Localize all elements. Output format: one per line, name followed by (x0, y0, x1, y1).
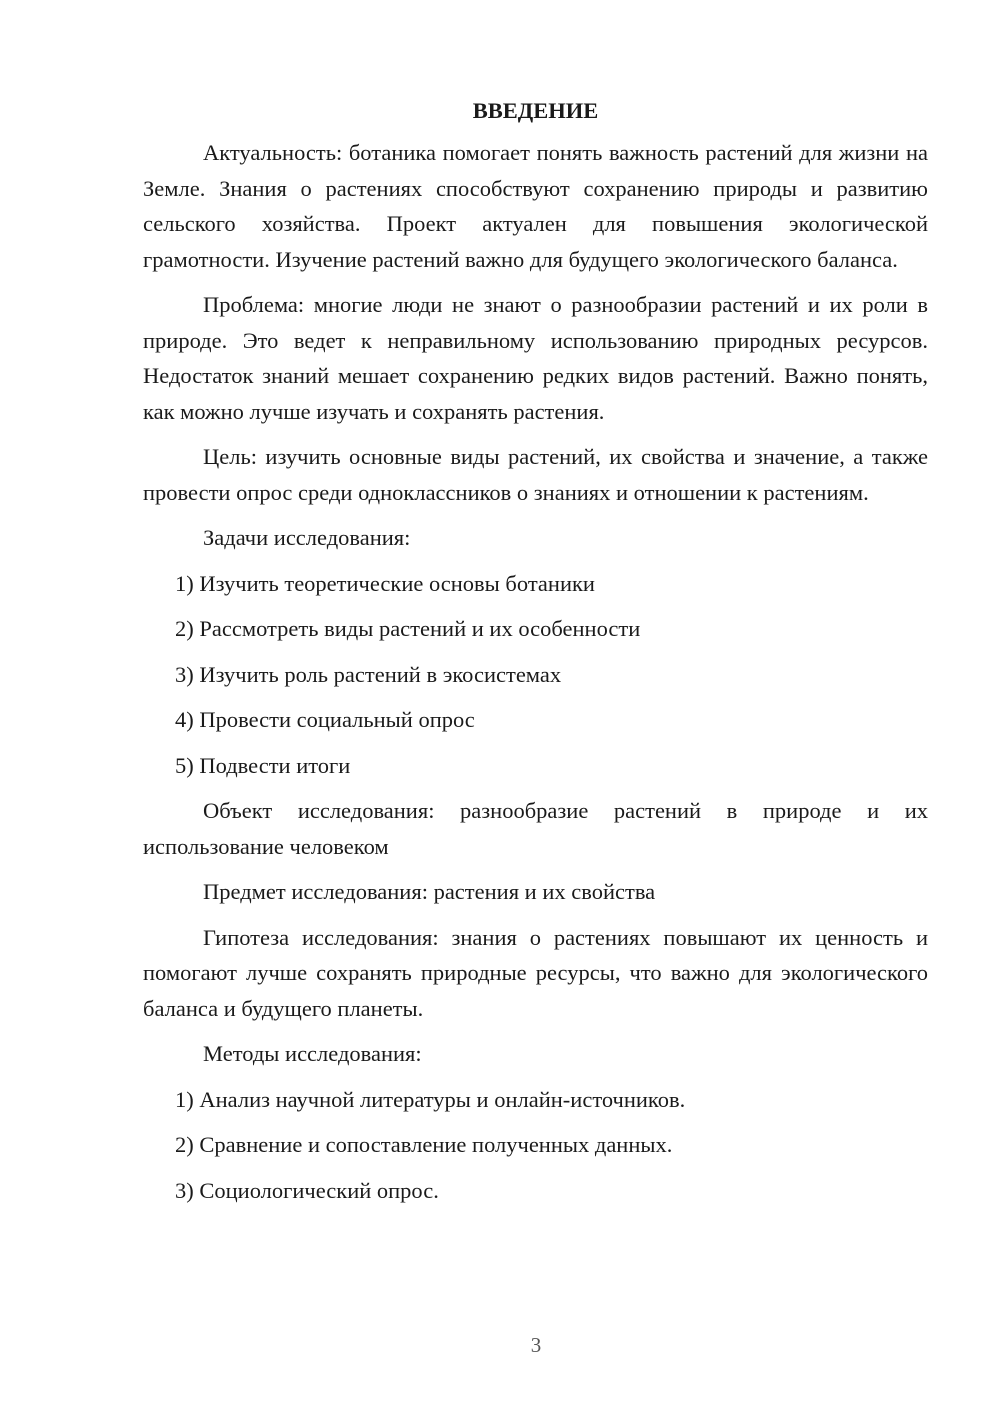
tasks-list (143, 566, 928, 784)
page-content (143, 96, 928, 1218)
list-item: 1) Анализ научной литературы и онлайн-источников. (175, 1086, 686, 1112)
list-item: 2) Сравнение и сопоставление полученных данных. (175, 1132, 673, 1157)
hypothesis-paragraph: Гипотеза исследования: знания о растениях повышают их ценность и помогают лучше сохранять природные ресурсы, что важно для экологического баланса и будущего планеты. (143, 924, 928, 1021)
section-title: ВВЕДЕНИЕ (472, 98, 599, 123)
relevance-paragraph: Актуальность: ботаника помогает понять важность растений для жизни на Земле. Знания о растениях способствуют сохранению природы и развитию сельского хозяйства. Проект актуален для повышения экологической грамотности. Изучение растений важно для будущего экологического баланса. (143, 140, 928, 272)
list-item: 5) Подвести итоги (175, 752, 351, 778)
subject-paragraph: Предмет исследования: растения и их свойства (203, 879, 656, 904)
list-item: 3) Социологический опрос. (175, 1177, 439, 1203)
list-item: 1) Изучить теоретические основы ботаники (175, 570, 595, 596)
tasks-heading: Задачи исследования: (203, 525, 411, 550)
methods-list (143, 1082, 928, 1209)
methods-heading: Методы исследования: (203, 1041, 422, 1066)
page-number: 3 (530, 1333, 542, 1357)
list-item: 4) Провести социальный опрос (175, 707, 475, 732)
list-item: 2) Рассмотреть виды растений и их особенности (175, 616, 641, 641)
problem-paragraph: Проблема: многие люди не знают о разнообразии растений и их роли в природе. Это ведет к неправильному использованию природных ресурсов. Недостаток знаний мешает сохранению редких видов растений. Важно понять, как можно лучше изучать и сохранять растения. (143, 292, 928, 424)
goal-paragraph: Цель: изучить основные виды растений, их свойства и значение, а также провести опрос среди одноклассников о знаниях и отношении к растениям. (143, 444, 928, 505)
object-paragraph: Объект исследования: разнообразие растений в природе и их использование человеком (143, 798, 928, 859)
list-item: 3) Изучить роль растений в экосистемах (175, 661, 562, 687)
